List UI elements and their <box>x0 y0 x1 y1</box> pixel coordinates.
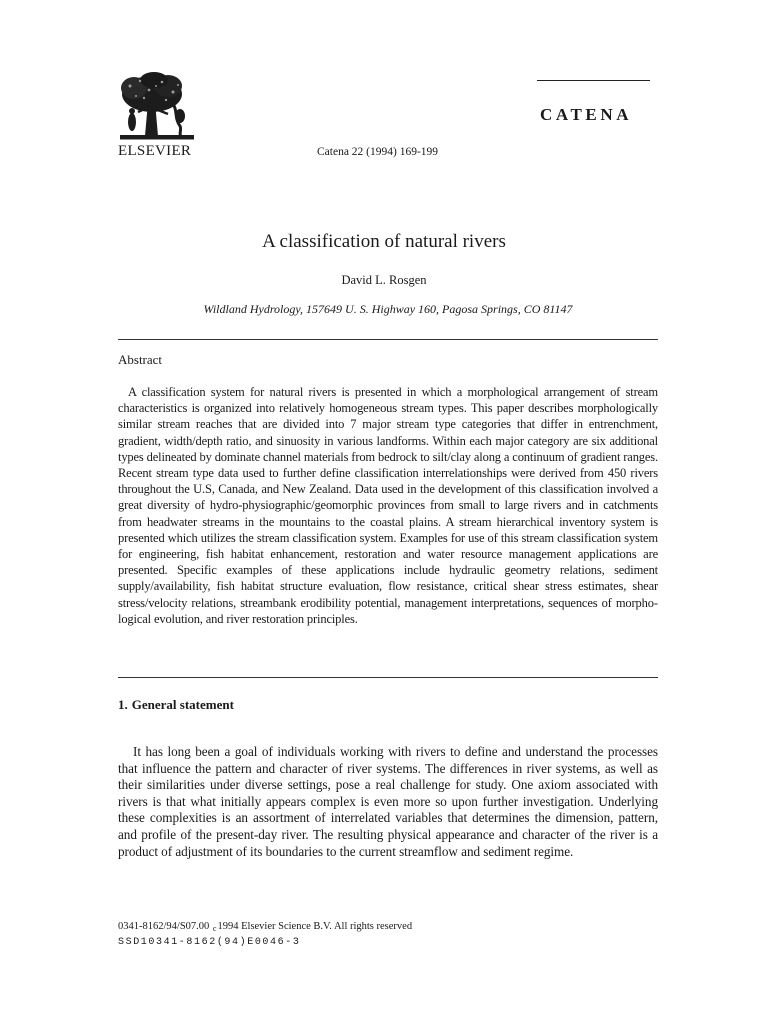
footer-issn-code: 0341-8162/94/S07.00 <box>118 921 210 932</box>
section-number: 1. <box>118 697 128 712</box>
article-title: A classification of natural rivers <box>262 231 506 252</box>
journal-rule <box>537 80 650 81</box>
publisher-name: ELSEVIER <box>118 143 192 159</box>
author-name: David L. Rosgen <box>341 273 427 287</box>
abstract-bottom-rule <box>118 677 658 678</box>
section-heading <box>118 697 234 713</box>
abstract-top-rule <box>118 339 658 340</box>
copyright-symbol: c <box>212 924 217 933</box>
journal-name: CATENA <box>540 105 633 124</box>
footer-ssd-code: SSD10341-8162(94)E0046-3 <box>118 937 301 948</box>
abstract-heading: Abstract <box>118 352 163 367</box>
footer-copyright-line <box>118 920 412 936</box>
author-affiliation: Wildland Hydrology, 157649 U. S. Highway 160, Pagosa Springs, CO 81147 <box>203 302 573 316</box>
citation: Catena 22 (1994) 169-199 <box>317 146 439 158</box>
abstract-text: A classification system for natural rivers is presented in which a morphological arrangement of stream characteristics is organized into relatively homogeneous stream types. This paper describes morphologically similar stream reaches that are divided into 7 major stream type categories that differ in entrenchment, gradient, width/depth ratio, and sinuosity in various landforms. Within each major category are six additional types delineated by dominate channel materials from bedrock to silt/clay along a continuum of gradient ranges. Recent stream type data used to further define classification interrelationships were derived from 450 rivers throughout the U.S, Canada, and New Zealand. Data used in the development of this classification involved a great diversity of hydro-physiographic/geomorphic provinces from small to large rivers and in catchments from headwater streams in the mountains to the coastal plains. A stream hierarchical inventory system is presented which utilizes the stream classification system. Examples for use of this stream classification system for engineering, fish habitat enhancement, restoration and water resource management applications are presented. Specific examples of these applications include hydraulic geometry relations, sediment supply/availability, fish habitat structure evaluation, flow resistance, critical shear stress estimates, shear stress/velocity relations, streambank erodibility potential, management interpretations, sequences of morphological evolution, and river restoration principles. <box>118 385 658 626</box>
footer <box>118 920 412 950</box>
section-title: General statement <box>131 697 234 712</box>
section-paragraph: It has long been a goal of individuals working with rivers to define and understand the processes that influence the pattern and character of river systems. The differences in river systems, as well as their similarities under diverse settings, pose a real challenge for study. One axiom associated with rivers is that what initially appears complex is even more so upon further investigation. Underlying these complexities is an assortment of interrelated variables that determines the dimension, pattern, and profile of the present-day river. The resulting physical appearance and character of the river is a product of adjustment of its boundaries to the current streamflow and sediment regime. <box>118 744 658 859</box>
footer-copyright-text: 1994 Elsevier Science B.V. All rights reserved <box>217 921 413 932</box>
